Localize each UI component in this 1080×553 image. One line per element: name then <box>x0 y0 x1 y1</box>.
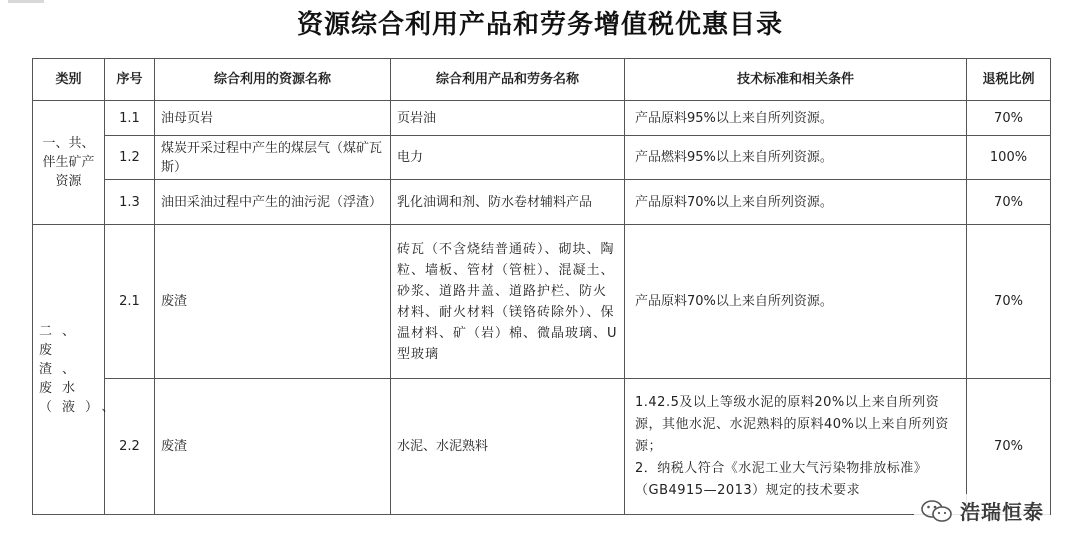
serial-cell: 2.1 <box>105 225 155 379</box>
category-cell-2: 二、废渣、废水（液）、 <box>33 225 105 515</box>
condition-cell: 产品原料70%以上来自所列资源。 <box>625 180 967 225</box>
condition-cell: 产品原料70%以上来自所列资源。 <box>625 225 967 379</box>
serial-cell: 1.2 <box>105 136 155 180</box>
table-row <box>33 101 1051 136</box>
watermark-text: 浩瑞恒泰 <box>960 500 1044 524</box>
resource-cell: 废渣 <box>155 379 391 515</box>
document-title: 资源综合利用产品和劳务增值税优惠目录 <box>296 10 783 40</box>
product-cell: 乳化油调和剂、防水卷材辅料产品 <box>391 180 625 225</box>
header-rate: 退税比例 <box>967 59 1051 101</box>
serial-cell: 1.3 <box>105 180 155 225</box>
rate-cell: 70% <box>967 101 1051 136</box>
serial-cell: 2.2 <box>105 379 155 515</box>
header-product: 综合利用产品和劳务名称 <box>391 59 625 101</box>
table-row <box>33 180 1051 225</box>
product-cell: 页岩油 <box>391 101 625 136</box>
header-resource: 综合利用的资源名称 <box>155 59 391 101</box>
resource-cell: 废渣 <box>155 225 391 379</box>
header-category: 类别 <box>33 59 105 101</box>
table-row <box>33 379 1051 515</box>
category-cell-1: 一、共、伴生矿产资源 <box>33 101 105 225</box>
condition-cell: 产品原料95%以上来自所列资源。 <box>625 101 967 136</box>
product-cell: 水泥、水泥熟料 <box>391 379 625 515</box>
rate-cell: 70% <box>967 379 1051 515</box>
table-header-row <box>33 59 1051 101</box>
product-cell: 砖瓦（不含烧结普通砖）、砌块、陶粒、墙板、管材（管桩）、混凝土、砂浆、道路井盖、道路护栏、防火材料、耐火材料（镁铬砖除外）、保温材料、矿（岩）棉、微晶玻璃、U型玻璃 <box>391 225 625 379</box>
wechat-logo-icon <box>920 499 954 523</box>
top-edge-mark <box>8 0 44 3</box>
resource-cell: 煤炭开采过程中产生的煤层气（煤矿瓦斯） <box>155 136 391 180</box>
condition-cell: 1.42.5及以上等级水泥的原料20%以上来自所列资源，其他水泥、水泥熟料的原料40%以上来自所列资源； 2．纳税人符合《水泥工业大气污染物排放标准》（GB4915—2013）规定的技术要求 <box>625 379 967 515</box>
serial-cell: 1.1 <box>105 101 155 136</box>
resource-cell: 油田采油过程中产生的油污泥（浮渣） <box>155 180 391 225</box>
rate-cell: 70% <box>967 225 1051 379</box>
table-row <box>33 225 1051 379</box>
watermark <box>914 494 1050 527</box>
header-serial: 序号 <box>105 59 155 101</box>
rate-cell: 100% <box>967 136 1051 180</box>
product-cell: 电力 <box>391 136 625 180</box>
condition-cell: 产品燃料95%以上来自所列资源。 <box>625 136 967 180</box>
table-row <box>33 136 1051 180</box>
rate-cell: 70% <box>967 180 1051 225</box>
resource-cell: 油母页岩 <box>155 101 391 136</box>
catalog-table <box>32 58 1051 515</box>
header-condition: 技术标准和相关条件 <box>625 59 967 101</box>
